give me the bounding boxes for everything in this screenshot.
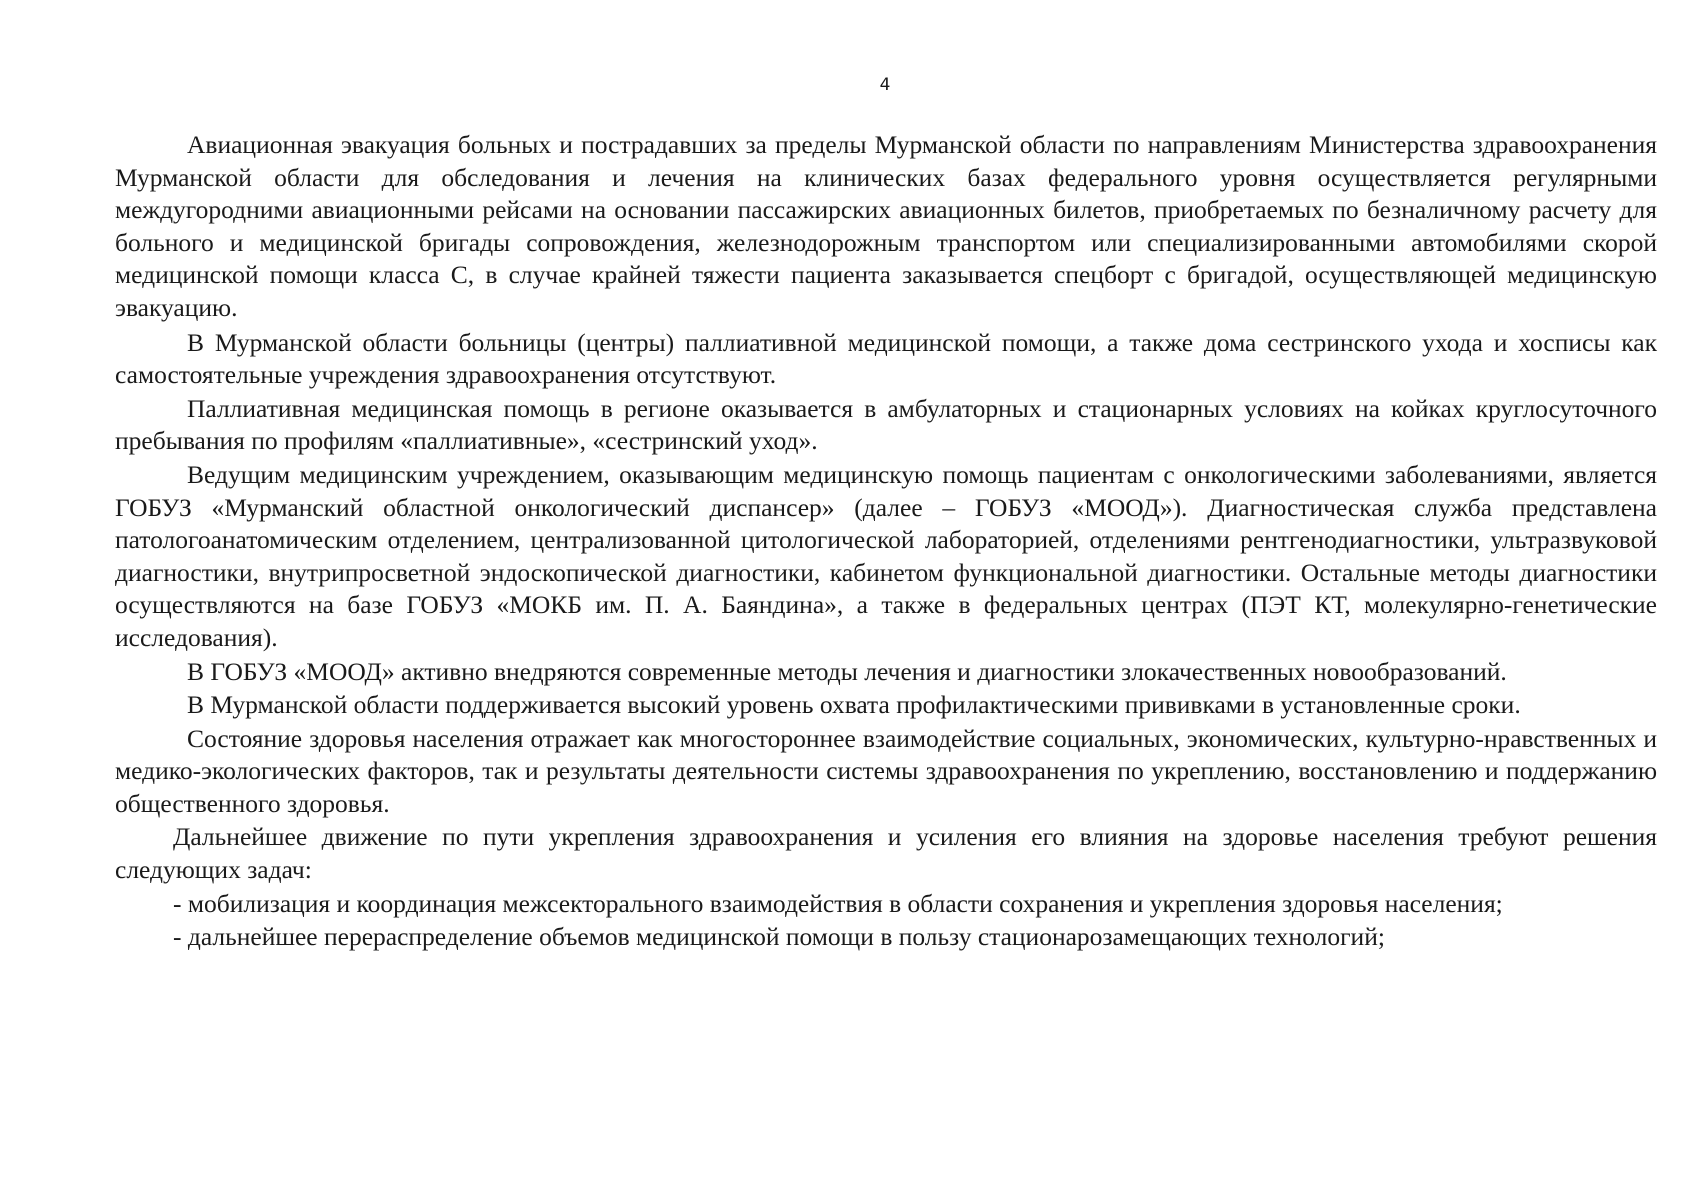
paragraph-vaccination: В Мурманской области поддерживается высокий уровень охвата профилактическими прививками в установленные сроки.	[187, 690, 1521, 720]
paragraph-air-evacuation: Авиационная эвакуация больных и пострадавших за пределы Мурманской области по направлениям Министерства здравоохранения Мурманской области для обследования и лечения на клинических базах федерального уровня осуществляется регулярными междугородними авиационными рейсами на основании пассажирских авиационных билетов, приобретаемых по безналичному расчету для больного и медицинской бригады сопровождения, железнодорожным транспортом или специализированными автомобилями скорой медицинской помощи класса С, в случае крайней тяжести пациента заказывается спецборт с бригадой, осуществляющей медицинскую эвакуацию.	[115, 130, 1657, 322]
document-body	[115, 129, 1657, 954]
paragraph-tasks-intro: Дальнейшее движение по пути укрепления здравоохранения и усиления его влияния на здоровье населения требуют решения следующих задач:	[115, 822, 1657, 885]
paragraph-population-health: Состояние здоровья населения отражает как многостороннее взаимодействие социальных, экономических, культурно-нравственных и медико-экологических факторов, так и результаты деятельности системы здравоохранения по укреплению, восстановлению и поддержанию общественного здоровья.	[115, 723, 1657, 818]
paragraph-palliative-care: Паллиативная медицинская помощь в регионе оказывается в амбулаторных и стационарных условиях на койках круглосуточного пребывания по профилям «паллиативные», «сестринский уход».	[115, 393, 1657, 456]
list-item-mobilization: - мобилизация и координация межсекторального взаимодействия в области сохранения и укрепления здоровья населения;	[173, 888, 1503, 918]
list-item-redistribution: - дальнейшее перераспределение объемов медицинской помощи в пользу стационарозамещающих технологий;	[173, 922, 1385, 952]
page-number: 4	[879, 75, 891, 95]
paragraph-oncology-dispensary: Ведущим медицинским учреждением, оказывающим медицинскую помощь пациентам с онкологическими заболеваниями, является ГОБУЗ «Мурманский областной онкологический диспансер» (далее – ГОБУЗ «МООД»). Диагностическая служба представлена патологоанатомическим отделением, централизованной цитологической лабораторией, отделениями рентгенодиагностики, ультразвуковой диагностики, внутрипросветной эндоскопической диагностики, кабинетом функциональной диагностики. Остальные методы диагностики осуществляются на базе ГОБУЗ «МОКБ им. П. А. Баяндина», а также в федеральных центрах (ПЭТ КТ, молекулярно-генетические исследования).	[115, 459, 1657, 652]
paragraph-treatment-methods: В ГОБУЗ «МООД» активно внедряются современные методы лечения и диагностики злокачественных новообразований.	[187, 656, 1507, 686]
paragraph-palliative-centers: В Мурманской области больницы (центры) паллиативной медицинской помощи, а также дома сестринского ухода и хосписы как самостоятельные учреждения здравоохранения отсутствуют.	[115, 327, 1657, 390]
